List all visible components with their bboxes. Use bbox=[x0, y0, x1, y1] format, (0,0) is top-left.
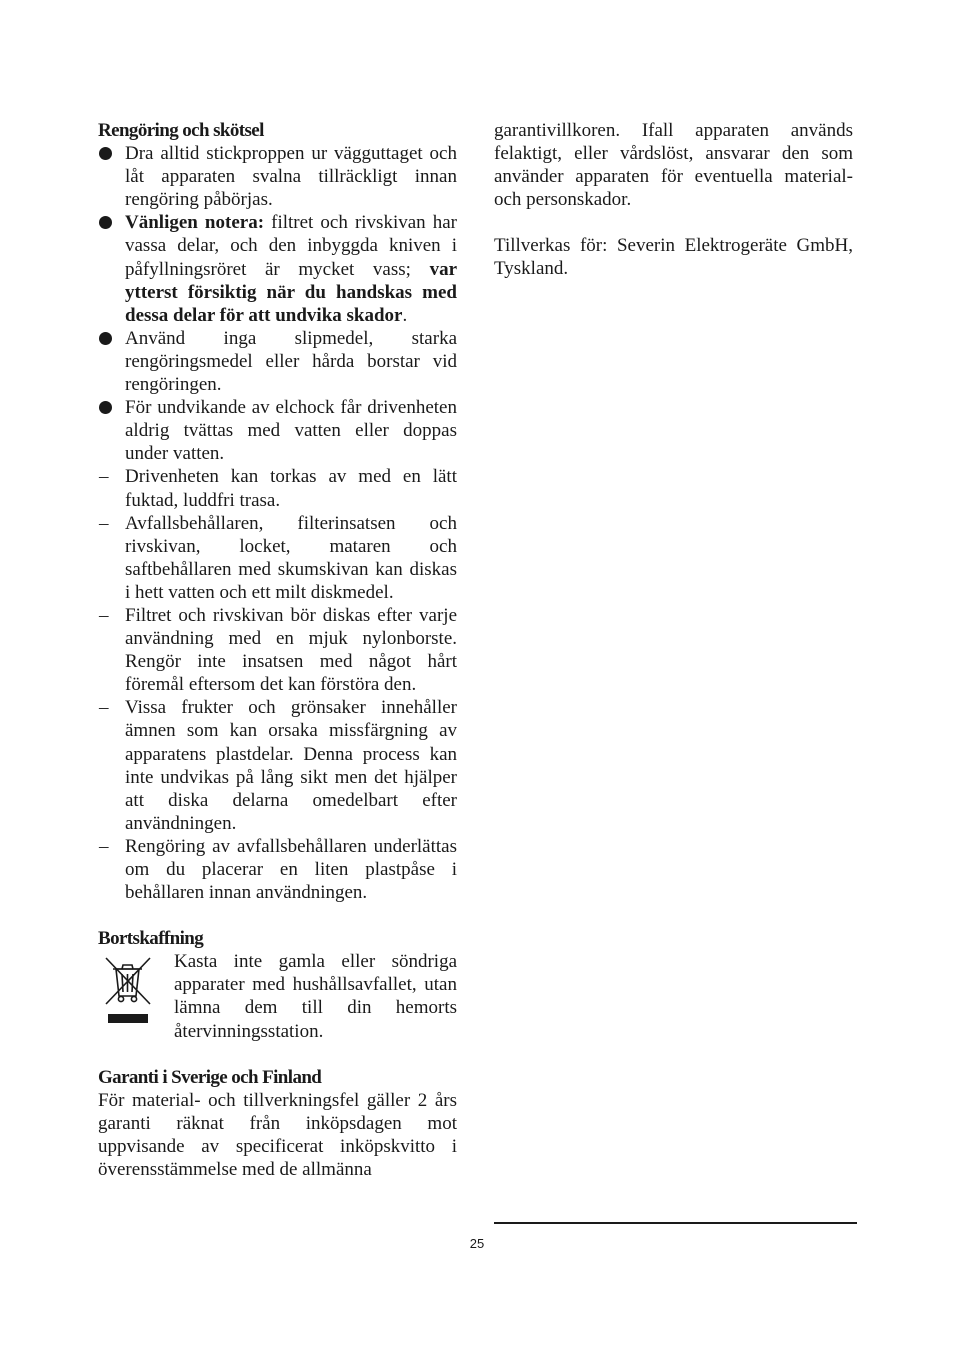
dash-icon: – bbox=[99, 466, 109, 488]
bullet-icon bbox=[98, 211, 118, 235]
list-item-text: För undvikande av elchock får drivenheten aldrig tvättas med vatten eller doppas under vatten. bbox=[125, 397, 457, 465]
left-column bbox=[98, 119, 457, 1181]
footer-rule bbox=[494, 1222, 857, 1224]
disposal-block bbox=[98, 950, 457, 1042]
dash-icon: – bbox=[99, 835, 109, 857]
bullet-list-item bbox=[98, 396, 457, 465]
list-item-text: Vissa frukter och grönsaker innehåller ämnen som kan orsaka missfärgning av apparatens plastdelar. Denna process kan inte undvikas på lång sikt men det hjälper att diska delarna omedelbart efter användningen. bbox=[125, 697, 457, 834]
dash-icon: – bbox=[99, 697, 109, 719]
care-list bbox=[98, 142, 457, 904]
list-item-text: Filtret och rivskivan bör diskas efter varje användning med en mjuk nylonborste. Rengör inte insatsen med något hårt föremål eftersom det kan förstöra den. bbox=[125, 604, 457, 696]
dash-list-item bbox=[98, 465, 457, 511]
bullet-list-item bbox=[98, 142, 457, 211]
dash-list-item bbox=[98, 835, 457, 904]
care-heading: Rengöring och skötsel bbox=[98, 120, 264, 141]
list-item-text: Rengöring av avfallsbehållaren underlättas om du placerar en liten plastpåse i behållaren innan användningen. bbox=[125, 835, 457, 904]
notice-label: Vänligen notera: bbox=[125, 212, 265, 234]
page-number: 25 bbox=[469, 1236, 485, 1251]
list-item-tail: . bbox=[402, 304, 408, 326]
dash-list-item bbox=[98, 604, 457, 696]
list-item-text: Dra alltid stickproppen ur vägguttaget och låt apparaten svalna tillräckligt innan rengöring påbörjas. bbox=[125, 143, 457, 211]
disposal-text: Kasta inte gamla eller söndriga apparater med hushållsavfallet, utan lämna dem till din hemorts återvinningsstation. bbox=[174, 951, 457, 1042]
dash-icon: – bbox=[99, 604, 109, 626]
list-item-text: Drivenheten kan torkas av med en lätt fuktad, luddfri trasa. bbox=[125, 466, 457, 511]
dash-list-item bbox=[98, 696, 457, 835]
disposal-heading: Bortskaffning bbox=[98, 928, 204, 950]
manufacturer-text: Tillverkas för: Severin Elektrogeräte GmbH, Tyskland. bbox=[494, 235, 853, 280]
dash-list-item bbox=[98, 512, 457, 604]
dash-icon: – bbox=[99, 512, 109, 534]
list-item-text: Använd inga slipmedel, starka rengöringsmedel eller hårda borstar vid rengöringen. bbox=[125, 327, 457, 396]
list-item-text: filtret och rivskivan har vassa delar, och den inbyggda kniven i påfyllningsröret är mycket vass; bbox=[125, 212, 458, 280]
list-item-text: Avfallsbehållaren, filterinsatsen och rivskivan, locket, mataren och saftbehållaren med skumskivan kan diskas i hett vatten och ett milt diskmedel. bbox=[125, 512, 457, 603]
bullet-list-item bbox=[98, 327, 457, 396]
warranty-text: För material- och tillverkningsfel gäller 2 års garanti räknat från inköpsdagen mot uppvisande av specificerat inköpskvitto i överensstämmelse med de allmänna bbox=[98, 1089, 457, 1181]
bullet-icon bbox=[98, 142, 118, 166]
right-column bbox=[494, 119, 853, 281]
bullet-icon bbox=[98, 327, 118, 351]
warranty-heading: Garanti i Sverige och Finland bbox=[98, 1066, 322, 1088]
bullet-list-item bbox=[98, 211, 457, 326]
warranty-continued-text: garantivillkoren. Ifall apparaten används felaktigt, eller vårdslöst, ansvarar den som använder apparaten för eventuella material- och personskador. bbox=[494, 120, 853, 211]
crossed-out-wheelie-bin-icon bbox=[100, 952, 154, 1032]
warning-text: var ytterst försiktig när du handskas med dessa delar för att undvika skador bbox=[125, 258, 457, 326]
bullet-icon bbox=[98, 396, 118, 420]
